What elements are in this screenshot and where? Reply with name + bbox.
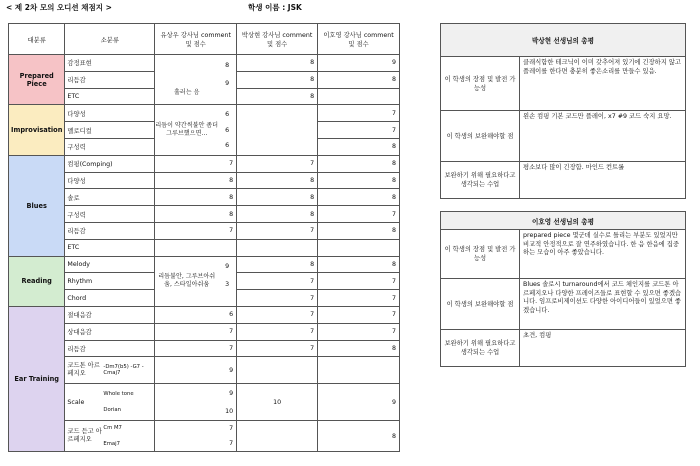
study-text: 평소보다 많이 긴장함. 마인드 컨트롤 bbox=[520, 162, 686, 199]
study-label: 보완하기 위해 필요하다고 생각되는 수업 bbox=[441, 330, 520, 367]
score: 9 bbox=[155, 357, 237, 384]
score: 7 bbox=[318, 206, 400, 223]
table-row bbox=[9, 384, 400, 421]
sub-label: Chord bbox=[65, 290, 155, 307]
table-row bbox=[9, 155, 400, 172]
evaluation-title: 이호영 선생님의 총평 bbox=[441, 212, 686, 230]
score: 8 bbox=[318, 71, 400, 88]
teacher1-cell bbox=[155, 421, 237, 452]
score: 8 bbox=[237, 88, 318, 105]
score: 7 bbox=[318, 290, 400, 307]
sub-label: 컴핑(Comping) bbox=[65, 155, 155, 172]
sub-label: 구성력 bbox=[65, 206, 155, 223]
table-row bbox=[9, 256, 400, 273]
score: 8 bbox=[318, 340, 400, 357]
score: 10 bbox=[237, 384, 318, 421]
student-name: 학생 이름 : JSK bbox=[248, 3, 302, 12]
score: 8 bbox=[225, 61, 230, 69]
category-reading: Reading bbox=[9, 256, 65, 306]
score: 7 bbox=[237, 222, 318, 239]
score-table bbox=[8, 23, 400, 452]
category-blues: Blues bbox=[9, 155, 65, 256]
arpeggio-label: 코드톤 아르페지오 bbox=[67, 362, 100, 378]
empty-cell bbox=[237, 357, 318, 384]
score: 9 bbox=[318, 384, 400, 421]
sub-label: 감정표현 bbox=[65, 55, 155, 72]
sub-label: ETC bbox=[65, 239, 155, 256]
score: 7 bbox=[237, 155, 318, 172]
table-row bbox=[9, 222, 400, 239]
score: 7 bbox=[237, 290, 318, 307]
sub-label: ETC bbox=[65, 88, 155, 105]
evaluation-park bbox=[440, 23, 686, 199]
col-major: 대분류 bbox=[9, 24, 65, 55]
score: 8 bbox=[237, 55, 318, 72]
sub-label: 리듬감 bbox=[65, 71, 155, 88]
score: 8 bbox=[318, 189, 400, 206]
evaluation-lee bbox=[440, 211, 686, 367]
table-row bbox=[9, 421, 400, 452]
score: 8 bbox=[318, 138, 400, 155]
score: 8 bbox=[155, 206, 237, 223]
score: 10 bbox=[225, 407, 234, 415]
strength-label: 이 학생의 장점 및 발전 가능성 bbox=[441, 230, 520, 279]
score bbox=[237, 239, 318, 256]
table-row bbox=[9, 55, 400, 72]
score: 9 bbox=[225, 79, 230, 87]
teacher1-comment: 리듬불안, 그루브아쉬움, 스타일아쉬움 bbox=[158, 273, 216, 289]
sub-label-chord bbox=[65, 421, 155, 452]
score: 8 bbox=[318, 256, 400, 273]
score: 7 bbox=[155, 222, 237, 239]
score: 3 bbox=[225, 281, 230, 289]
category-ear-training: Ear Training bbox=[9, 306, 65, 451]
score: 8 bbox=[318, 155, 400, 172]
sub-label: 구성력 bbox=[65, 138, 155, 155]
teacher1-cell bbox=[155, 256, 237, 306]
table-row bbox=[9, 206, 400, 223]
teacher1-cell bbox=[155, 384, 237, 421]
table-row bbox=[9, 306, 400, 323]
score: 8 bbox=[237, 71, 318, 88]
sub-label: Rhythm bbox=[65, 273, 155, 290]
category-improvisation: Improvisation bbox=[9, 105, 65, 155]
score: 7 bbox=[318, 273, 400, 290]
score: 7 bbox=[155, 155, 237, 172]
sub-label: 다양성 bbox=[65, 172, 155, 189]
score: 6 bbox=[225, 142, 230, 150]
score: 7 bbox=[155, 340, 237, 357]
table-row bbox=[9, 357, 400, 384]
improve-label: 이 학생의 보완해야할 점 bbox=[441, 111, 520, 162]
arpeggio-types: -Dm7(b5) -G7 -Cmaj7 bbox=[103, 363, 144, 377]
sub-label: 솔로 bbox=[65, 189, 155, 206]
score: 8 bbox=[155, 172, 237, 189]
study-label: 보완하기 위해 필요하다고 생각되는 수업 bbox=[441, 162, 520, 199]
score bbox=[155, 239, 237, 256]
score bbox=[318, 88, 400, 105]
score: 7 bbox=[318, 306, 400, 323]
score: 7 bbox=[229, 425, 234, 433]
col-minor: 소분류 bbox=[65, 24, 155, 55]
teacher1-cell bbox=[155, 55, 237, 105]
score: 9 bbox=[318, 55, 400, 72]
table-row bbox=[9, 340, 400, 357]
score: 7 bbox=[229, 440, 234, 448]
chord-type: Emaj7 bbox=[103, 440, 121, 447]
sub-label: 리듬감 bbox=[65, 340, 155, 357]
sheet-title: < 제 2차 모의 오디션 채점지 > bbox=[6, 3, 112, 12]
score: 7 bbox=[237, 323, 318, 340]
empty-cell bbox=[318, 357, 400, 384]
sub-label: 절대음감 bbox=[65, 306, 155, 323]
score: 7 bbox=[237, 273, 318, 290]
category-prepared-piece: Prepared Piece bbox=[9, 55, 65, 105]
empty-cell bbox=[237, 421, 318, 452]
chord-type: Cm M7 bbox=[103, 425, 122, 432]
score: 6 bbox=[225, 110, 230, 118]
score bbox=[318, 239, 400, 256]
improve-text: Blues 솔로시 turnaround에서 코드 체인지를 코드톤 아르페지오나 다양한 프레이즈들로 표현할 수 있으면 좋겠습니다. 임프로비제이션도 다양한 아이디어들이 있었으면 좋겠습니다. bbox=[520, 279, 686, 330]
strength-text: 클래식함한 테크닉이 이미 갖추어져 있기에 긴장하지 않고 플레이를 한다면 충분히 좋은소리를 만들수 있음. bbox=[520, 57, 686, 111]
sub-label: 상대음감 bbox=[65, 323, 155, 340]
table-row bbox=[9, 105, 400, 122]
evaluation-title: 박상현 선생님의 총평 bbox=[441, 24, 686, 57]
score: 7 bbox=[318, 105, 400, 122]
score: 8 bbox=[237, 256, 318, 273]
score: 7 bbox=[237, 340, 318, 357]
table-row bbox=[9, 239, 400, 256]
table-row bbox=[9, 323, 400, 340]
score: 8 bbox=[237, 172, 318, 189]
score: 8 bbox=[318, 421, 400, 452]
table-header-row bbox=[9, 24, 400, 55]
table-row bbox=[9, 189, 400, 206]
study-text: 초견, 컴핑 bbox=[520, 330, 686, 367]
score: 8 bbox=[318, 222, 400, 239]
teacher1-comment: 리듬이 약간씩불안 좀더 그루브했으면... bbox=[155, 122, 219, 138]
sub-label: Melody bbox=[65, 256, 155, 273]
col-teacher3: 이호영 강사님 comment 및 점수 bbox=[318, 24, 400, 55]
score: 8 bbox=[318, 172, 400, 189]
sub-label-arpeggio bbox=[65, 357, 155, 384]
teacher1-cell bbox=[155, 105, 237, 155]
chord-label: 코드 듣고 아르페지오 bbox=[67, 428, 102, 444]
score: 7 bbox=[237, 306, 318, 323]
sub-label-scale bbox=[65, 384, 155, 421]
sub-label: 다양성 bbox=[65, 105, 155, 122]
strength-text: prepared piece 몇군데 실수로 틀리는 부분도 있었지만 비교적 안정적으로 잘 연주하였습니다. 한 음 한음에 집중하는 모습이 아주 좋았습니다. bbox=[520, 230, 686, 279]
scale-label: Scale bbox=[67, 398, 85, 406]
sub-label: 리듬감 bbox=[65, 222, 155, 239]
scale-type: Dorian bbox=[103, 407, 121, 414]
score: 8 bbox=[237, 206, 318, 223]
col-teacher2: 박상현 강사님 comment 및 점수 bbox=[237, 24, 318, 55]
score: 9 bbox=[229, 389, 234, 397]
col-teacher1: 유상우 강사님 comment 및 점수 bbox=[155, 24, 237, 55]
improve-text: 왼손 컴핑 기본 코드만 플레이, x7 #9 코드 숙지 요망. bbox=[520, 111, 686, 162]
improve-label: 이 학생의 보완해야할 점 bbox=[441, 279, 520, 330]
score: 7 bbox=[318, 323, 400, 340]
scale-type: Whole tone bbox=[103, 390, 134, 397]
score: 8 bbox=[237, 189, 318, 206]
score: 7 bbox=[318, 122, 400, 139]
score: 6 bbox=[225, 126, 230, 134]
table-row bbox=[9, 172, 400, 189]
score: 7 bbox=[155, 323, 237, 340]
sub-label: 멜로디컬 bbox=[65, 122, 155, 139]
teacher1-comment: 훌러는 음 bbox=[173, 89, 200, 97]
score: 9 bbox=[225, 263, 230, 271]
score: 6 bbox=[155, 306, 237, 323]
score: 8 bbox=[155, 189, 237, 206]
strength-label: 이 학생의 장점 및 발전 가능성 bbox=[441, 57, 520, 111]
teacher2-empty bbox=[237, 105, 318, 155]
